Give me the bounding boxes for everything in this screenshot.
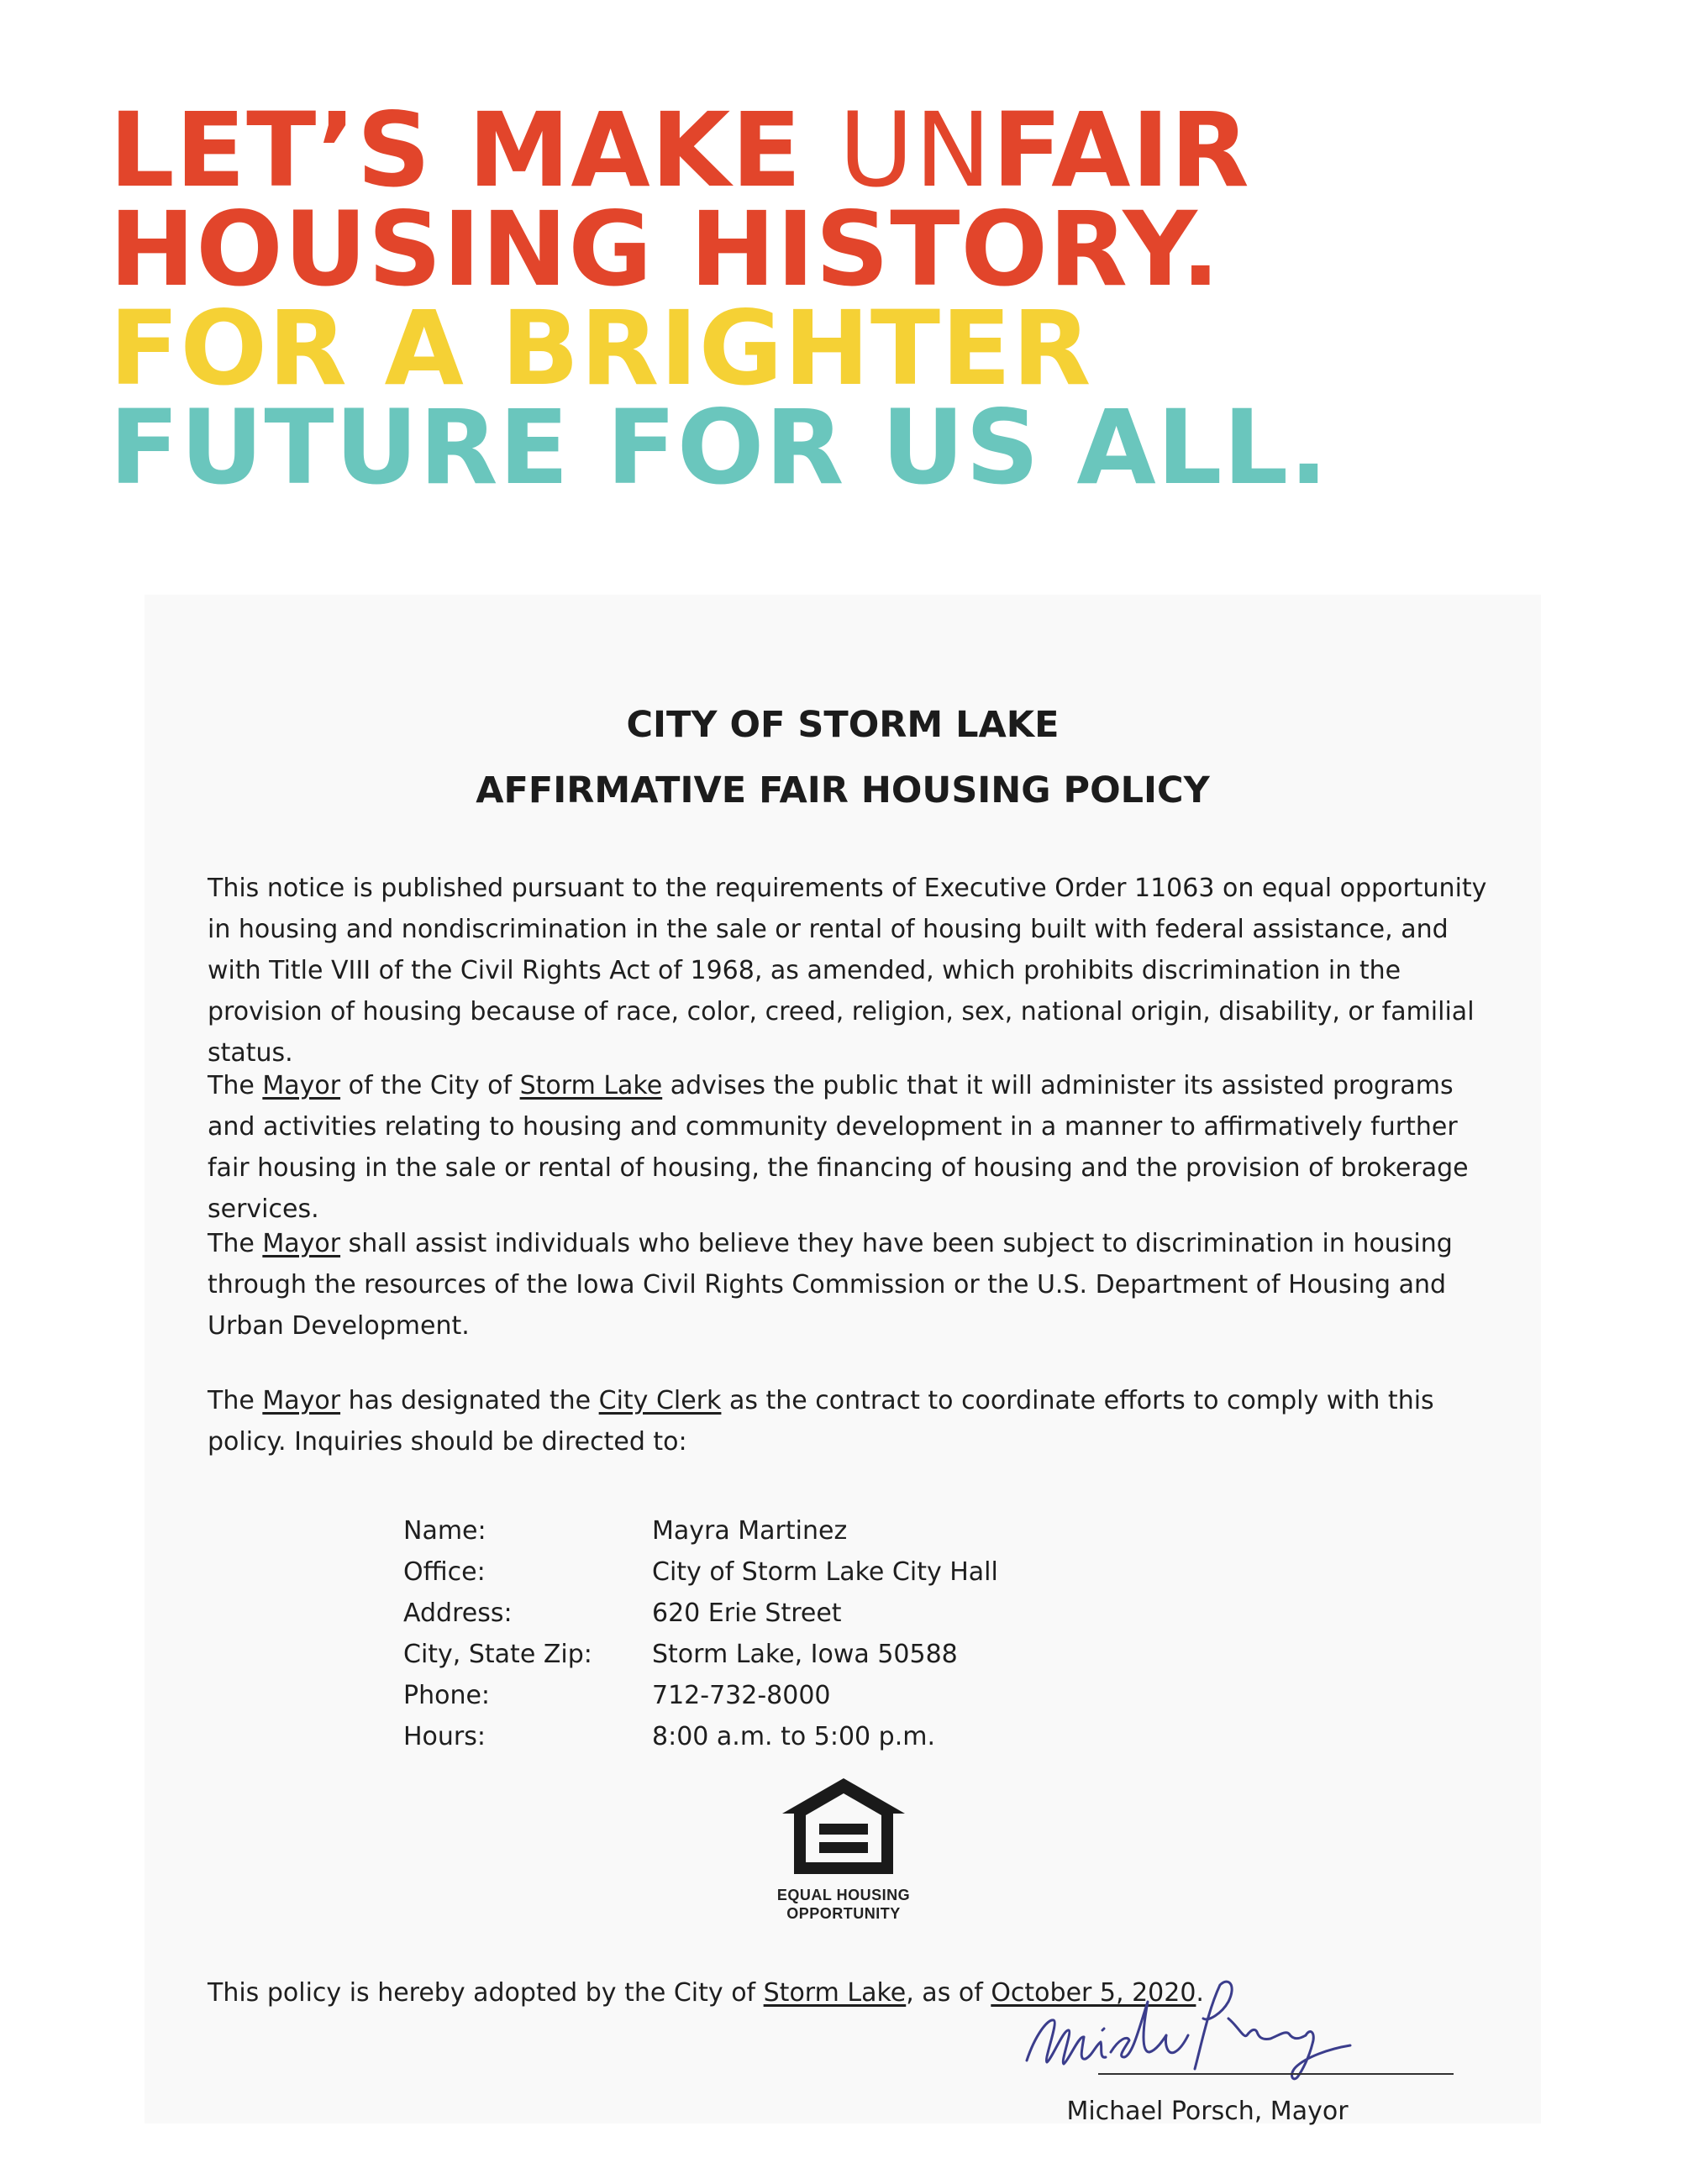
paragraph-mayor-assist [208, 1223, 1501, 1347]
contact-row [403, 1593, 1160, 1634]
contact-value: City of Storm Lake City Hall [652, 1557, 998, 1587]
contact-label: Address: [403, 1599, 513, 1628]
text: This policy is hereby adopted by the City of [208, 1978, 764, 2008]
policy-document [145, 595, 1541, 2124]
banner-line-1-part2: FAIR [991, 91, 1250, 210]
contact-label: Name: [403, 1516, 486, 1546]
city-underlined: Storm Lake [519, 1071, 663, 1100]
equal-housing-line2: OPPORTUNITY [786, 1905, 901, 1922]
banner-line-1-part1: LET’S MAKE [109, 91, 839, 210]
contact-info-table [403, 1510, 1160, 1757]
contact-value: Storm Lake, Iowa 50588 [652, 1640, 958, 1669]
contact-row [403, 1634, 1160, 1675]
banner-line-1 [109, 91, 1588, 210]
contact-row [403, 1675, 1160, 1716]
contact-value: 620 Erie Street [652, 1599, 842, 1628]
contact-value: 712-732-8000 [652, 1681, 831, 1710]
banner-headline [109, 91, 1588, 507]
contact-label: Office: [403, 1557, 486, 1587]
city-clerk-underlined: City Clerk [598, 1386, 722, 1415]
signatory-name: Michael Porsch, Mayor [1066, 2097, 1349, 2126]
text: The [208, 1386, 263, 1415]
contact-label: Phone: [403, 1681, 491, 1710]
city-underlined: Storm Lake [763, 1978, 907, 2008]
contact-label: Hours: [403, 1722, 486, 1751]
text: of the City of [340, 1071, 520, 1100]
text: The [208, 1229, 263, 1258]
contact-label: City, State Zip: [403, 1640, 592, 1669]
text: , as of [906, 1978, 991, 2008]
contact-row [403, 1716, 1160, 1757]
contact-value: Mayra Martinez [652, 1516, 848, 1546]
signature-line [1098, 2073, 1454, 2075]
contact-value: 8:00 a.m. to 5:00 p.m. [652, 1722, 936, 1751]
mayor-underlined: Mayor [262, 1386, 341, 1415]
text: shall assist individuals who believe they have been subject to discrimination in housing through the resources of the Iowa Civil Rights Commission or the U.S. Department of Housing and Urban Development. [208, 1229, 1453, 1341]
equal-housing-line1: EQUAL HOUSING [776, 1887, 911, 1903]
paragraph-designated-contact [208, 1380, 1501, 1462]
paragraph-executive-order: This notice is published pursuant to the requirements of Executive Order 11063 on equal opportunity in housing and nondiscrimination in the sale or rental of housing built with federal assistance, and with Title VIII of the Civil Rights Act of 1968, as amended, which prohibits discrimination in the provision of housing because of race, color, creed, religion, sex, national origin, disability, or familial status. [208, 874, 1487, 1068]
banner-line-3: FOR A BRIGHTER [109, 289, 1092, 408]
equal-housing-logo [764, 1775, 923, 1923]
equal-housing-opportunity-icon [781, 1775, 907, 1876]
banner-line-2: HOUSING HISTORY. [109, 190, 1221, 309]
document-subtitle: AFFIRMATIVE FAIR HOUSING POLICY [476, 769, 1210, 811]
document-title: CITY OF STORM LAKE [626, 704, 1060, 746]
banner-line-4: FUTURE FOR US ALL. [109, 388, 1329, 507]
text: as the contract to coordinate efforts to comply with this policy. Inquiries should be directed to: [208, 1386, 1434, 1457]
mayor-underlined: Mayor [262, 1229, 341, 1258]
contact-row [403, 1551, 1160, 1593]
paragraph-mayor-advises [208, 1065, 1501, 1230]
text: . [1196, 1978, 1204, 2008]
text: has designated the [340, 1386, 599, 1415]
banner-line-1-un: UN [839, 91, 992, 210]
mayor-underlined: Mayor [262, 1071, 341, 1100]
handwritten-signature [976, 1968, 1413, 2094]
contact-row [403, 1510, 1160, 1551]
adoption-date: October 5, 2020 [991, 1978, 1196, 2008]
equal-housing-label [764, 1886, 923, 1923]
text: The [208, 1071, 263, 1100]
text: advises the public that it will administer its assisted programs and activities relating to housing and community development in a manner to affirmatively further fair housing in the sale or rental of housing, the financing of housing and the provision of brokerage services. [208, 1071, 1469, 1224]
